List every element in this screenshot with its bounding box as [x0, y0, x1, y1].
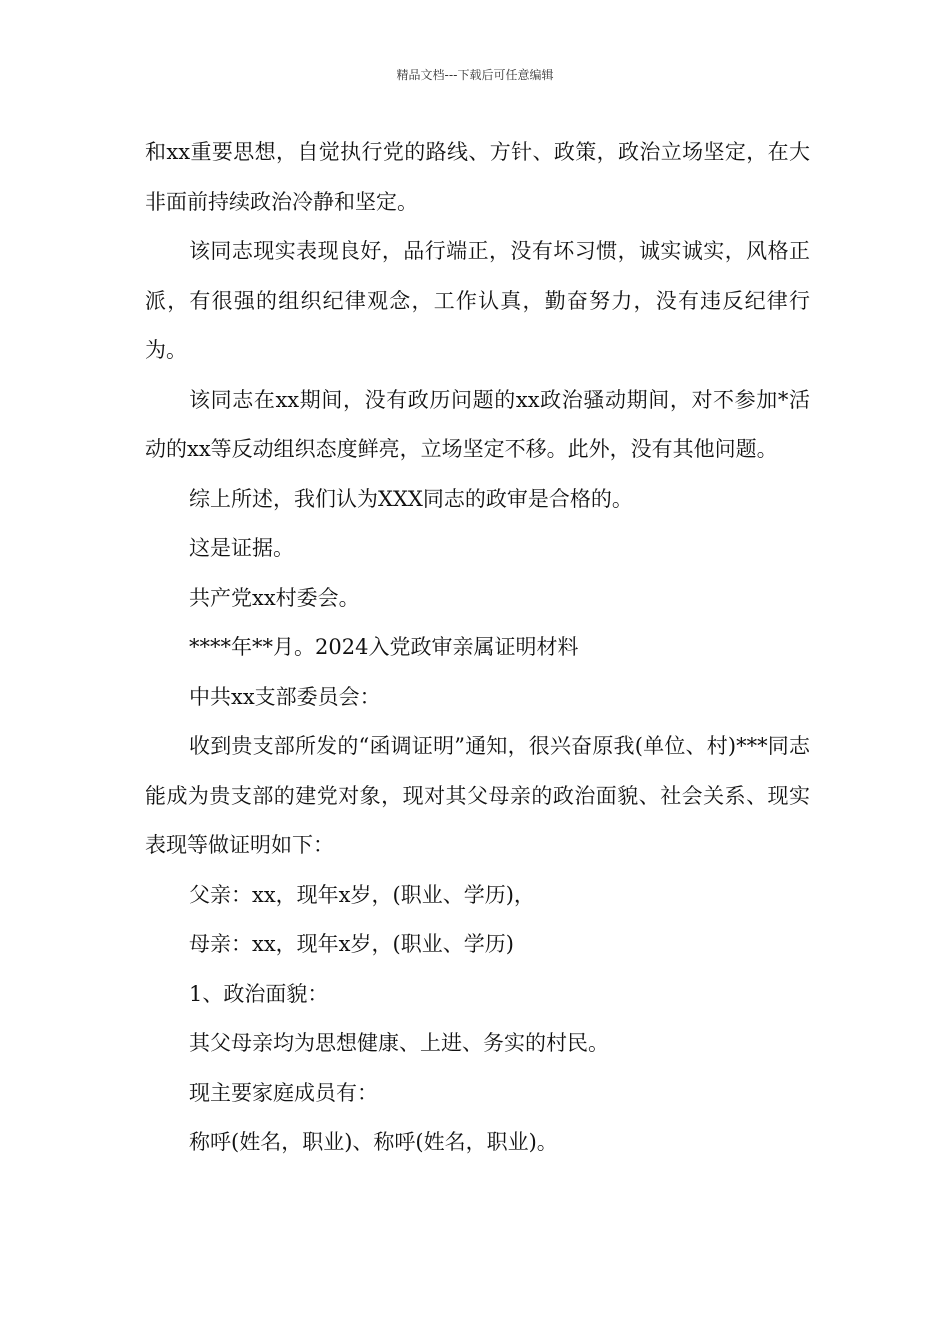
paragraph-6: 共产党xx村委会。	[189, 585, 360, 610]
paragraph-13: 其父母亲均为思想健康、上进、务实的村民。	[189, 1031, 609, 1055]
paragraph-5: 这是证据。	[189, 536, 294, 560]
paragraph-10: 父亲：xx，现年x岁，(职业、学历)，	[189, 882, 535, 907]
paragraph-12: 1、政治面貌：	[189, 981, 329, 1006]
paragraph-8: 中共xx支部委员会：	[189, 684, 381, 709]
paragraph-4: 综上所述，我们认为XXX同志的政审是合格的。	[189, 486, 633, 511]
paragraph-3: 该同志在xx期间，没有政历问题的xx政治骚动期间，对不参加*活动的xx等反动组织态度鲜亮，立场坚定不移。此外，没有其他问题。	[145, 387, 810, 461]
paragraph-14: 现主要家庭成员有：	[189, 1080, 378, 1105]
paragraph-11: 母亲：xx，现年x岁，(职业、学历)	[189, 932, 514, 956]
paragraph-15: 称呼(姓名，职业)、称呼(姓名，职业)。	[189, 1130, 558, 1154]
document-body	[145, 128, 810, 1168]
paragraph-2: 该同志现实表现良好，品行端正，没有坏习惯，诚实诚实，风格正派，有很强的组织纪律观念，工作认真，勤奋努力，没有违反纪律行为。	[145, 239, 810, 362]
paragraph-9: 收到贵支部所发的“函调证明”通知，很兴奋原我(单位、村)***同志能成为贵支部的建党对象，现对其父母亲的政治面貌、社会关系、现实表现等做证明如下：	[145, 734, 810, 857]
page-header: 精品文档---下载后可任意编辑	[396, 68, 554, 82]
paragraph-1: 和xx重要思想，自觉执行党的路线、方针、政策，政治立场坚定，在大非面前持续政治冷静和坚定。	[145, 140, 810, 214]
paragraph-7: ****年**月。2024入党政审亲属证明材料	[189, 635, 579, 659]
